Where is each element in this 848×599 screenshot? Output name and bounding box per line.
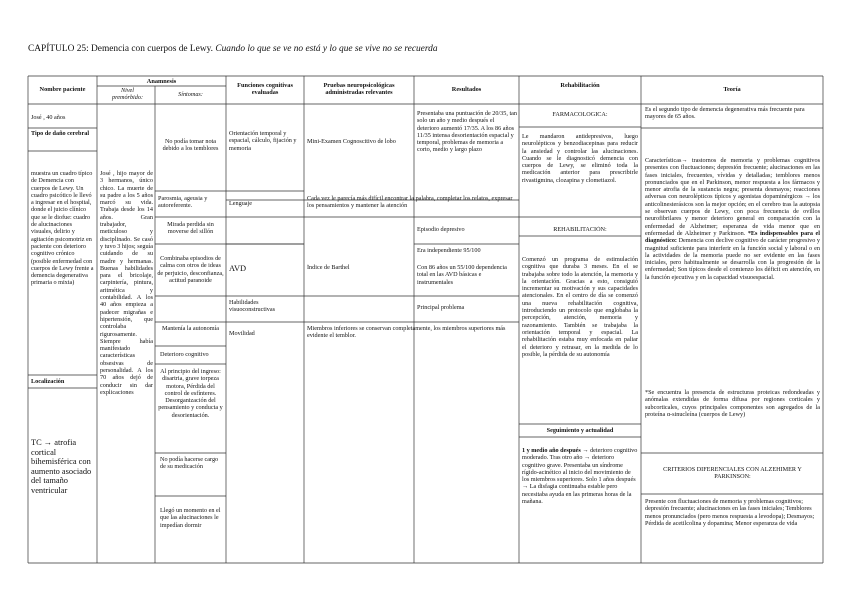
farmacologica-text: Le mandaron antidepresivos, luego neurolépticos y benzodiacepinas para reducir la ansiedad y controlar las alucinaciones. Cuando se le diagnosticó demencia con cuerpos de Lewy, se eliminó toda la medicación anterior para prescribirle rivastigmina, clozapina y clometiazol. — [522, 133, 638, 184]
localizacion-text: TC → atrofia cortical bihemisférica con aumento asociado del tamaño ventricular — [31, 438, 92, 495]
funcion-avd: AVD — [229, 264, 247, 273]
resultado-lenguaje: Cada vez le parecía más difícil encontrar la palabra, completar los relatos, expresar los pensamientos y mantener la atención — [307, 195, 513, 210]
sintoma-alucinaciones: Llegó un momento en el que las alucinaciones le impedían dormir — [160, 507, 221, 529]
sintoma-episodios: Combinaba episodios de calma con otros de ideas de perjuicio, desconfianza, actitud paranoide — [157, 255, 224, 284]
resultado-86-anos: Con 86 años un 55/100 dependencia total en las AVD básicas e instrumentales — [417, 264, 507, 286]
teoria-segundo-tipo: Es el segundo tipo de demencia degenerativa más frecuente para mayores de 65 años. — [645, 106, 805, 121]
header-nombre-paciente: Nombre paciente — [39, 86, 86, 93]
teoria-diagnostico-text: Demencia con declive cognitivo de carácter progresivo y magnitud suficiente para interferir en la función social y laboral o en la actividades de la memoria puede no ser evidente en las fases iniciales, pero habitualmente se desarrolla con la progresión de la enfermedad; Son típicos desde el comienzo los déficit en atención, en la función ejecutiva y en la capacidad visuoespacial. — [645, 237, 820, 281]
sintoma-medicacion: No podía hacerse cargo de su medicación — [160, 456, 219, 471]
patient-name: José , 40 años — [31, 114, 66, 121]
seguimiento-text-bold: 1 y medio año después — [522, 447, 581, 454]
funcion-orientacion: Orientación temporal y espacial, cálculo, fijación y memoria — [229, 130, 297, 152]
tipo-dano-label: Tipo de daño cerebral — [31, 130, 90, 137]
header-nivel-premorbido: Nivel premórbido: — [111, 87, 144, 102]
criterios-text: Presente con fluctuaciones de memoria y problemas cognitivos; depresión frecuente; alucinaciones en las fases iniciales; Temblores menos pronunciados (pero menos respuesta a levodopa); Desmayos; Pérdida de acetilcolina y dopamina; Menor esperanza de vida — [645, 498, 815, 527]
resultado-independiente: Era independiente 95/100 — [417, 247, 481, 254]
header-anamnesis: Anamnesis — [146, 78, 177, 85]
seguimiento-text — [522, 447, 638, 559]
header-sintomas: Síntomas: — [178, 91, 203, 98]
header-resultados: Resultados — [451, 86, 482, 93]
prueba-mini-examen: Mini-Examen Cognoscitivo de lobo — [307, 138, 396, 145]
sintoma-mirada: Mirada perdida sin moverse del sillón — [167, 221, 214, 236]
rehabilitacion-text: Comenzó un programa de estimulación cognitiva que duraba 3 meses. En el se trabajaba sobre todo la atención, la memoria y la orientación. Gracias a esto, consiguió incrementar su motivación y sus capacidades atencionales. En el centro de día se comenzó una nueva rehabilitación cognitiva, introduciendo un protocolo que englobaba la percepción, atención, memoria y razonamiento. También se trabajaba la orientación temporal y espacial. La rehabilitación estaba muy enfocada en paliar el deterioro y retrasar, en la medida de lo posible, la pérdida de su autonomía — [522, 256, 638, 358]
teoria-estructuras-proteicas: *Se encuentra la presencia de estructuras proteicas redondeadas y anómalas extendidas de forma difusa por regiones corticales y subcorticales, cuyos principales componentes son agregados de la proteína α-sinucleína (cuerpos de Lewy) — [645, 389, 820, 418]
title-main: CAPÍTULO 25: Demencia con cuerpos de Lewy. — [28, 44, 216, 54]
sintoma-deterioro: Deterioro cognitivo — [160, 351, 209, 358]
funcion-visuoconstructivas: Habilidades visuoconstructivas — [229, 299, 276, 314]
seguimiento-title: Seguimiento y actualidad — [546, 427, 614, 434]
farmacologica-title: FARMACOLOGICA: — [552, 111, 608, 118]
prueba-barthel: Índice de Barthel — [307, 264, 350, 271]
header-funciones-cognitivas: Funciones cognitivas evaluadas — [237, 82, 293, 97]
teoria-caracteristicas — [645, 157, 820, 325]
teoria-caracteristicas-text: Características→ trastornos de memoria y problemas cognitivos presentes con fluctuaciones; depresión frecuente; alucinaciones en las fases iniciales, frecuentes, vívidas y detalladas; temblores menos pronunciados que en el Parkinson, menor respuesta a los fármacos y menor atrofia de la sustancia negra; presenta desmayos; reacciones adversas con neurolépticos típicos y agonistas dopaminérgicos → los anticolinesterásicos son la mejor opción; en el cerebro tras la autopsia se observan cuerpos de Lewy, con poca frecuencia de ovillos neurofibrilares y menor deterioro general en comparación con la enfermedad de Alzheimer; esperanza de vida menor que en enfermedad de Alzheimer y Parkinson. — [645, 157, 820, 237]
header-teoria: Teoría — [723, 86, 741, 93]
resultado-episodio-depresivo: Episodio depresivo — [417, 226, 465, 233]
sintoma-temblores: No podía tomar nota debido a los temblores — [162, 138, 219, 153]
resultado-mini-examen: Presentaba una puntuación de 20/35, tan solo un año y medio después el deterioro aumentó 17/35. A los 86 años 11/35 intensa desorientación espacial y temporal, problemas de memoria a corto, medio y largo plazo — [417, 110, 517, 154]
header-pruebas: Pruebas neuropsicológicas administradas relevantes — [323, 82, 395, 97]
teoria-diagnostico-label: *Es indispensables para el diagnóstico: — [645, 229, 820, 245]
resultado-movilidad: Miembros inferiores se conservan completamente, los miembros superiores más evidente el temblor. — [307, 325, 506, 340]
sintoma-parosmia: Parosmia, ageusia y autoreferente. — [158, 195, 208, 210]
sintoma-autonomia: Mantenía la autonomía — [161, 325, 220, 332]
header-rehabilitacion: Rehabilitación — [560, 82, 600, 89]
premorbido-text: José , hijo mayor de 3 hermanos, único chico. La muerte de su padre a los 5 años marcó su vida. Trabaja desde los 14 años. Gran trabajador, meticuloso y disciplinado. Se casó y tuvo 3 hijos; seguía cuidando de su madre y hermanas. Buenas habilidades para el bricolaje, carpintería, pintura, aritmética y contabilidad. A los 40 años empieza a padecer migrañas e hipertensión, que controlaba rigurosamente. Siempre había manifestado características obsesivas de personalidad. A los 70 años dejó de conducir sin dar explicaciones — [100, 170, 153, 396]
rehabilitacion-title: REHABILITACIÓN: — [553, 226, 607, 233]
tipo-dano-text: muestra un cuadro típico de Demencia con cuerpos de Lewy. Un cuadro psicótico le llevó a ingresar en el hospital, donde el juicio clínico que se le diofue: cuadro de alucinaciones visuales, delirio y agitación psicomotriz en paciente con deterioro cognitivo crónico (posible enfermedad con cuerpos de Lewy frente a demencia degenerativa primaria o mixta) — [31, 170, 94, 287]
funcion-movilidad: Movilidad — [229, 330, 255, 337]
funcion-lenguaje: Lenguaje — [229, 200, 253, 207]
title-subtitle: Cuando lo que se ve no está y lo que se vive no se recuerda — [215, 44, 438, 54]
resultado-principal-problema: Principal problema — [417, 304, 465, 311]
sintoma-ingreso: Al principio del ingreso: disartria, grave torpeza motora, Pérdida del control de esfínteres. Desorganización del pensamiento y conducta y desorientación. — [158, 368, 223, 419]
localizacion-label: Localización — [31, 378, 65, 385]
criterios-title: CRITERIOS DIFERENCIALES CON ALZEHIMER Y PARKINSON: — [663, 466, 802, 481]
seguimiento-text-body: → deterioro cognitivo moderado. Tras otro año → deterioro cognitivo grave. Presentaba un síndrome rígido-acinético al inicio del movimiento de los miembros superiores. Solo 1 años después → La disfagia continuaba estable pero necesitaba ayuda en las primeras horas de la mañana. — [522, 447, 638, 506]
